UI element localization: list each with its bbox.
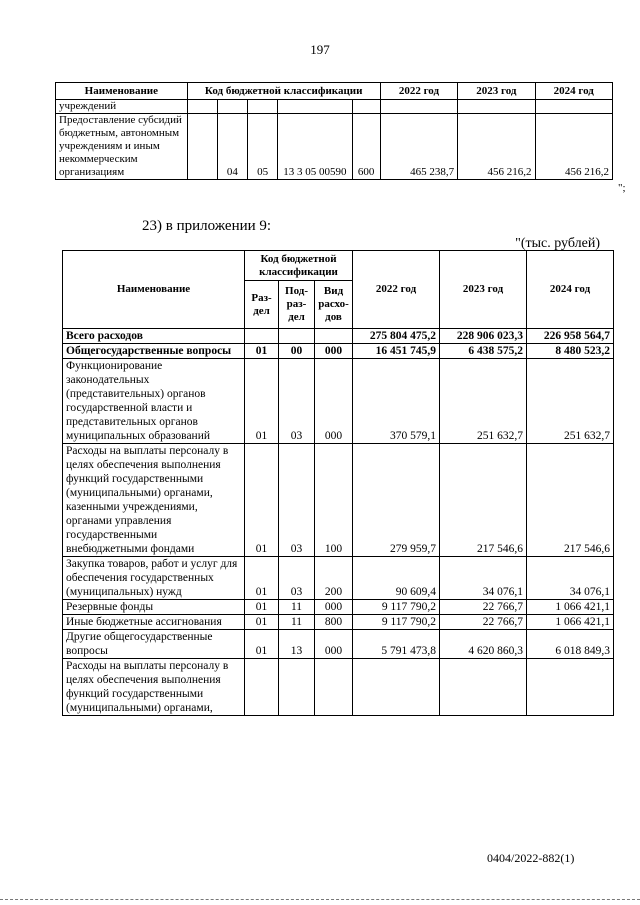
header-2022: 2022 год: [380, 83, 457, 100]
table-row: [63, 344, 614, 359]
vid-cell: 200: [315, 557, 353, 600]
value-2022: 5 791 473,8: [353, 630, 440, 659]
podrazdel-cell: 11: [279, 600, 315, 615]
value-2024: 251 632,7: [527, 359, 614, 444]
row-name: Резервные фонды: [63, 600, 245, 615]
value-2024: 6 018 849,3: [527, 630, 614, 659]
table-header-row: [56, 83, 613, 100]
value-2024: 1 066 421,1: [527, 615, 614, 630]
value-2022: 9 117 790,2: [353, 600, 440, 615]
row-name: Предоставление субсидий бюджетным, автономным учреждениям и иным некоммерческим организациям: [56, 114, 188, 180]
row-name: Другие общегосударственные вопросы: [63, 630, 245, 659]
table-row: [56, 100, 613, 114]
razdel-cell: 01: [245, 630, 279, 659]
value-2023: 217 546,6: [440, 444, 527, 557]
razdel-cell: 01: [245, 359, 279, 444]
header-2024: 2024 год: [535, 83, 612, 100]
value-2022: 465 238,7: [380, 114, 457, 180]
row-name: Общегосударственные вопросы: [63, 344, 245, 359]
table-row: [63, 329, 614, 344]
header-name: Наименование: [56, 83, 188, 100]
value-2023: 4 620 860,3: [440, 630, 527, 659]
value-2023: 251 632,7: [440, 359, 527, 444]
table-row: [56, 114, 613, 180]
value-2022: 275 804 475,2: [353, 329, 440, 344]
page-number: 197: [310, 42, 330, 57]
value-2023: 22 766,7: [440, 600, 527, 615]
value-2022: [353, 659, 440, 716]
row-name: Иные бюджетные ассигнования: [63, 615, 245, 630]
header-code: Код бюджетной классификации: [187, 83, 380, 100]
razdel-cell: 01: [245, 615, 279, 630]
table-header-row: [63, 251, 614, 281]
value-2024: 1 066 421,1: [527, 600, 614, 615]
row-name: Расходы на выплаты персоналу в целях обеспечения выполнения функций государственными (муниципальными) органами, казенными учреждениями, органами управления государственными внебюджетными фондами: [63, 444, 245, 557]
value-2022: 16 451 745,9: [353, 344, 440, 359]
header-2023: 2023 год: [458, 83, 535, 100]
value-2022: 90 609,4: [353, 557, 440, 600]
code-cell: 13 3 05 00590: [278, 114, 352, 180]
code-cell: [187, 114, 217, 180]
podrazdel-cell: 11: [279, 615, 315, 630]
header-razdel: Раз- дел: [245, 281, 279, 329]
podrazdel-cell: [279, 329, 315, 344]
page-edge-divider: [0, 899, 640, 900]
value-2024: [527, 659, 614, 716]
value-2022: 279 959,7: [353, 444, 440, 557]
razdel-cell: [245, 659, 279, 716]
value-2023: 22 766,7: [440, 615, 527, 630]
table-row: [63, 630, 614, 659]
razdel-cell: 01: [245, 444, 279, 557]
razdel-cell: 01: [245, 600, 279, 615]
header-2022: 2022 год: [353, 251, 440, 329]
header-name: Наименование: [63, 251, 245, 329]
vid-cell: 800: [315, 615, 353, 630]
vid-cell: [315, 329, 353, 344]
value-2022: 370 579,1: [353, 359, 440, 444]
code-cell: 05: [248, 114, 278, 180]
row-name: Всего расходов: [63, 329, 245, 344]
value-2022: 9 117 790,2: [353, 615, 440, 630]
value-2024: 34 076,1: [527, 557, 614, 600]
row-name: Расходы на выплаты персоналу в целях обеспечения выполнения функций государственными (муниципальными) органами,: [63, 659, 245, 716]
vid-cell: 000: [315, 600, 353, 615]
code-cell: 600: [352, 114, 380, 180]
table-row: [63, 359, 614, 444]
budget-table-continuation: [55, 82, 613, 180]
budget-table: [62, 250, 614, 716]
row-name: Закупка товаров, работ и услуг для обеспечения государственных (муниципальных) нужд: [63, 557, 245, 600]
vid-cell: [315, 659, 353, 716]
vid-cell: 100: [315, 444, 353, 557]
vid-cell: 000: [315, 344, 353, 359]
table-end-mark: ";: [618, 182, 626, 194]
header-code-group: Код бюджетной классификации: [245, 251, 353, 281]
header-vid: Вид расхо- дов: [315, 281, 353, 329]
podrazdel-cell: 00: [279, 344, 315, 359]
header-2023: 2023 год: [440, 251, 527, 329]
value-2023: 228 906 023,3: [440, 329, 527, 344]
table-row: [63, 615, 614, 630]
row-name: Функционирование законодательных (представительных) органов государственной власти и представительных органов муниципальных образований: [63, 359, 245, 444]
value-2023: 456 216,2: [458, 114, 535, 180]
table-row: [63, 600, 614, 615]
podrazdel-cell: 13: [279, 630, 315, 659]
units-label: "(тыс. рублей): [515, 236, 600, 251]
vid-cell: 000: [315, 359, 353, 444]
value-2024: 8 480 523,2: [527, 344, 614, 359]
table-row: [63, 659, 614, 716]
value-2023: 34 076,1: [440, 557, 527, 600]
razdel-cell: [245, 329, 279, 344]
section-heading: 23) в приложении 9:: [142, 218, 272, 234]
table-row: [63, 444, 614, 557]
podrazdel-cell: 03: [279, 359, 315, 444]
table-row: [63, 557, 614, 600]
value-2023: 6 438 575,2: [440, 344, 527, 359]
row-name: учреждений: [56, 100, 188, 114]
value-2024: 456 216,2: [535, 114, 612, 180]
value-2024: 217 546,6: [527, 444, 614, 557]
document-code: 0404/2022-882(1): [487, 851, 575, 865]
razdel-cell: 01: [245, 557, 279, 600]
razdel-cell: 01: [245, 344, 279, 359]
podrazdel-cell: 03: [279, 557, 315, 600]
value-2024: 226 958 564,7: [527, 329, 614, 344]
podrazdel-cell: 03: [279, 444, 315, 557]
code-cell: 04: [217, 114, 247, 180]
vid-cell: 000: [315, 630, 353, 659]
header-2024: 2024 год: [527, 251, 614, 329]
podrazdel-cell: [279, 659, 315, 716]
header-podrazdel: Под- раз- дел: [279, 281, 315, 329]
value-2023: [440, 659, 527, 716]
